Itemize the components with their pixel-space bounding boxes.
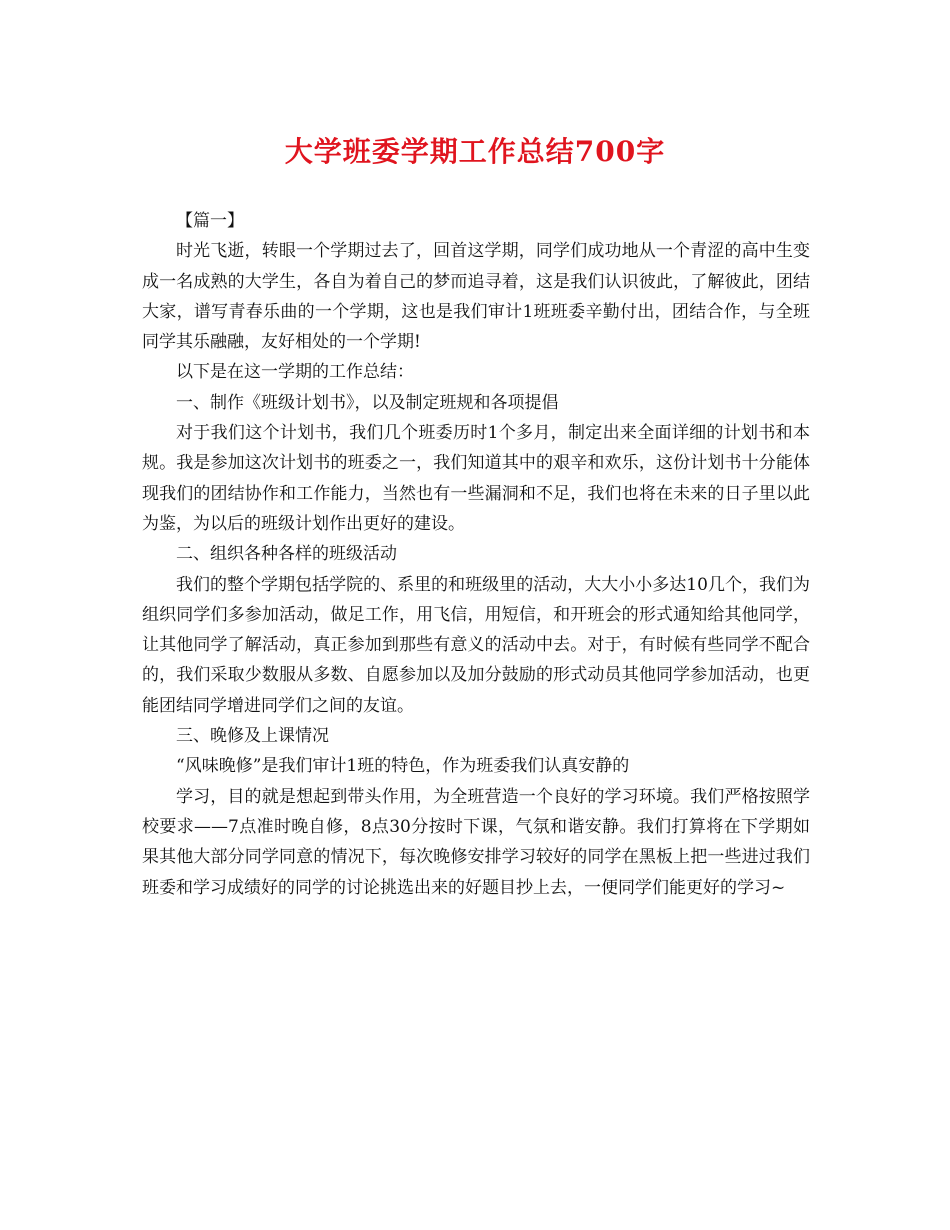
paragraph-intro: 时光飞逝，转眼一个学期过去了，回首这学期，同学们成功地从一个青涩的高中生变成一名成熟的大学生，各自为着自己的梦而追寻着，这是我们认识彼此，了解彼此，团结大家，谱写青春乐曲的一个学期，这也是我们审计1班班委辛勤付出，团结合作，与全班同学其乐融融，友好相处的一个学期! [142, 241, 810, 353]
paragraph-plan: 对于我们这个计划书，我们几个班委历时1个多月，制定出来全面详细的计划书和本规。我是参加这次计划书的班委之一，我们知道其中的艰辛和欢乐，这份计划书十分能体现我们的团结协作和工作能力，当然也有一些漏洞和不足，我们也将在未来的日子里以此为鉴，为以后的班级计划作出更好的建设。 [142, 423, 810, 534]
heading-section-3: 三、晚修及上课情况 [176, 726, 329, 747]
document-body [142, 206, 810, 903]
paragraph-evening-study: “风味晚修”是我们审计1班的特色，作为班委我们认真安静的 [176, 756, 630, 777]
paragraph-activities: 我们的整个学期包括学院的、系里的和班级里的活动，大大小小多达10几个，我们为组织同学们多参加活动，做足工作，用飞信，用短信，和开班会的形式通知给其他同学，让其他同学了解活动，真正参加到那些有意义的活动中去。对于，有时候有些同学不配合的，我们采取少数服从多数、自愿参加以及加分鼓励的形式动员其他同学参加活动，也更能团结同学增进同学们之间的友谊。 [142, 574, 810, 716]
heading-section-1: 一、制作《班级计划书》，以及制定班规和各项提倡 [176, 392, 559, 413]
document-title: 大学班委学期工作总结700字 [284, 135, 666, 168]
section-label: 【篇一】 [176, 211, 244, 231]
heading-section-2: 二、组织各种各样的班级活动 [176, 544, 397, 565]
paragraph-summary-lead: 以下是在这一学期的工作总结： [176, 362, 414, 383]
paragraph-study-details: 学习，目的就是想起到带头作用，为全班营造一个良好的学习环境。我们严格按照学校要求——7点准时晚自修，8点30分按时下课，气氛和谐安静。我们打算将在下学期如果其他大部分同学同意的情况下，每次晚修安排学习较好的同学在黑板上把一些进过我们班委和学习成绩好的同学的讨论挑选出来的好题目抄上去，一便同学们能更好的学习~ [142, 786, 810, 898]
